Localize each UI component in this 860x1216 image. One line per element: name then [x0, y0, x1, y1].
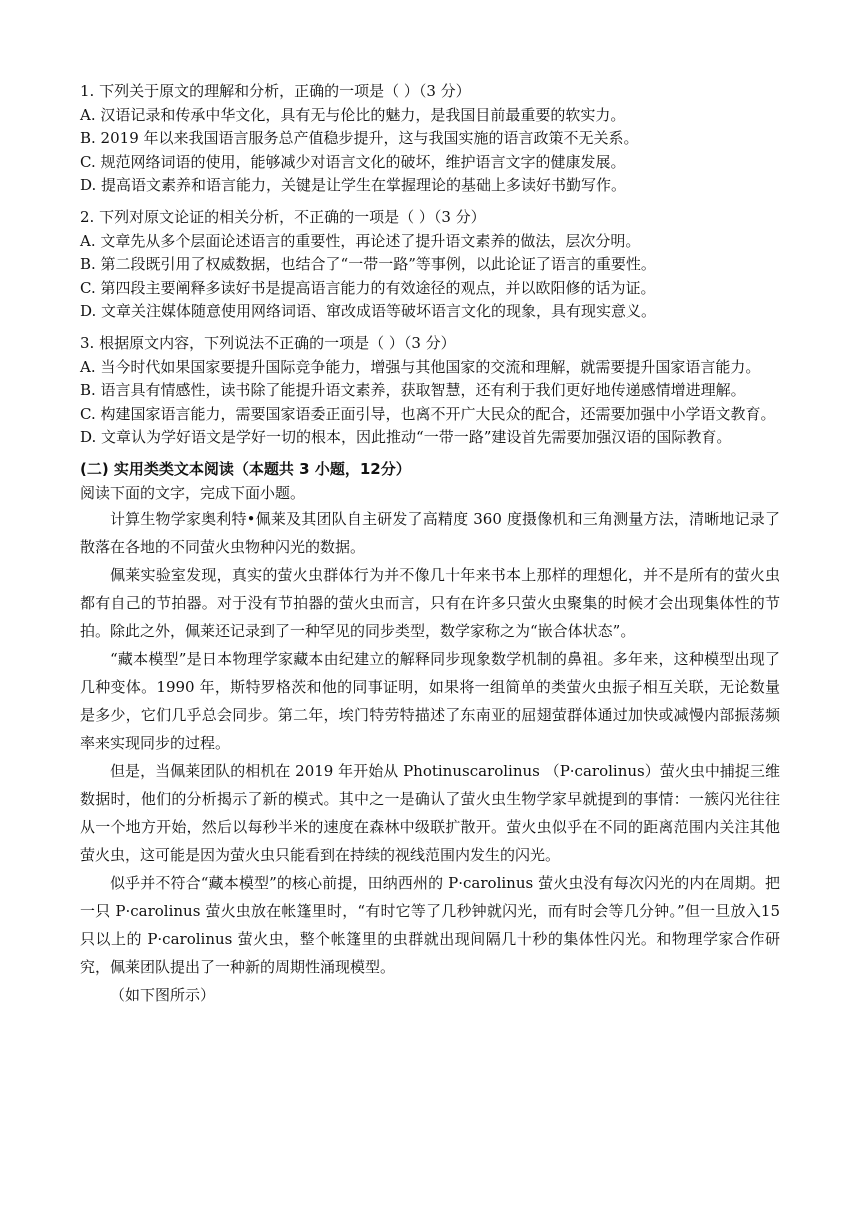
option-d: D. 提高语文素养和语言能力，关键是让学生在掌握理论的基础上多读好书勤写作。 [80, 176, 627, 195]
question-stem: 2. 下列对原文论证的相关分析，不正确的一项是（ ）（3 分） [80, 207, 486, 226]
option-d: D. 文章认为学好语文是学好一切的根本，因此推动“一带一路”建设首先需要加强汉语的国际教育。 [80, 428, 732, 447]
passage-paragraph-1: 计算生物学家奥利特•佩莱及其团队自主研发了高精度 360 度摄像机和三角测量方法，清晰地记录了散落在各地的不同萤火虫物种闪光的数据。 [80, 510, 780, 557]
option-b: B. 2019 年以来我国语言服务总产值稳步提升，这与我国实施的语言政策不无关系。 [80, 129, 639, 148]
passage-paragraph-2: 佩莱实验室发现，真实的萤火虫群体行为并不像几十年来书本上那样的理想化，并不是所有的萤火虫都有自己的节拍器。对于没有节拍器的萤火虫而言，只有在许多只萤火虫聚集的时候才会出现集体性的节拍。除此之外，佩莱还记录到了一种罕见的同步类型，数学家称之为“嵌合体状态”。 [80, 566, 780, 641]
question-stem: 1. 下列关于原文的理解和分析，正确的一项是（ ）（3 分） [80, 82, 471, 100]
section-instruction: 阅读下面的文字，完成下面小题。 [80, 483, 306, 502]
question-2 [80, 206, 780, 324]
section-title: (二) 实用类类文本阅读（本题共 3 小题，12分） [80, 459, 411, 478]
option-a: A. 当今时代如果国家要提升国际竞争能力，增强与其他国家的交流和理解，就需要提升国家语言能力。 [80, 357, 761, 376]
option-d: D. 文章关注媒体随意使用网络词语、窜改成语等破坏语言文化的现象，具有现实意义。 [80, 302, 657, 321]
option-c: C. 第四段主要阐释多读好书是提高语言能力的有效途径的观点，并以欧阳修的话为证。 [80, 278, 656, 297]
question-stem: 3. 根据原文内容，下列说法不正确的一项是（ ）（3 分） [80, 333, 456, 352]
passage-paragraph-3: “藏本模型”是日本物理学家藏本由纪建立的解释同步现象数学机制的鼻祖。多年来，这种模型出现了几种变体。1990 年，斯特罗格茨和他的同事证明，如果将一组简单的类萤火虫振子相互关联，无论数量是多少，它们几乎总会同步。第二年，埃门特劳特描述了东南亚的屈翅萤群体通过加快或减慢内部振荡频率来实现同步的过程。 [80, 650, 780, 753]
option-b: B. 语言具有情感性，读书除了能提升语文素养，获取智慧，还有利于我们更好地传递感情增进理解。 [80, 381, 746, 400]
option-c: C. 构建国家语言能力，需要国家语委正面引导，也离不开广大民众的配合，还需要加强中小学语文教育。 [80, 404, 776, 423]
passage-paragraph-5: 似乎并不符合“藏本模型”的核心前提，田纳西州的 P·carolinus 萤火虫没有每次闪光的内在周期。把一只 P·carolinus 萤火虫放在帐篷里时，“有时它等了几秒钟就闪光，而有时会等几分钟。”但一旦放入15 只以上的 P·carolinus 萤火虫，整个帐篷里的虫群就出现间隔几十秒的集体性闪光。和物理学家合作研究，佩莱团队提出了一种新的周期性涌现模型。 [80, 874, 780, 977]
option-a: A. 汉语记录和传承中华文化，具有无与伦比的魅力，是我国目前最重要的软实力。 [80, 105, 626, 124]
option-c: C. 规范网络词语的使用，能够减少对语言文化的破坏，维护语言文字的健康发展。 [80, 152, 626, 171]
exam-page [80, 80, 780, 1009]
passage-paragraph-4: 但是，当佩莱团队的相机在 2019 年开始从 Photinuscarolinus （P·carolinus）萤火虫中捕捉三维数据时，他们的分析揭示了新的模式。其中之一是确认了萤火虫生物学家早就提到的事情：一簇闪光往往从一个地方开始，然后以每秒半米的速度在森林中级联扩散开。萤火虫似乎在不同的距离范围内关注其他萤火虫，这可能是因为萤火虫只能看到在持续的视线范围内发生的闪光。 [80, 762, 780, 865]
question-1 [80, 80, 780, 198]
option-b: B. 第二段既引用了权威数据，也结合了“一带一路”等事例，以此论证了语言的重要性。 [80, 255, 656, 274]
option-a: A. 文章先从多个层面论述语言的重要性，再论述了提升语文素养的做法，层次分明。 [80, 231, 641, 250]
figure-caption: （如下图所示） [110, 986, 216, 1005]
question-3 [80, 332, 780, 450]
